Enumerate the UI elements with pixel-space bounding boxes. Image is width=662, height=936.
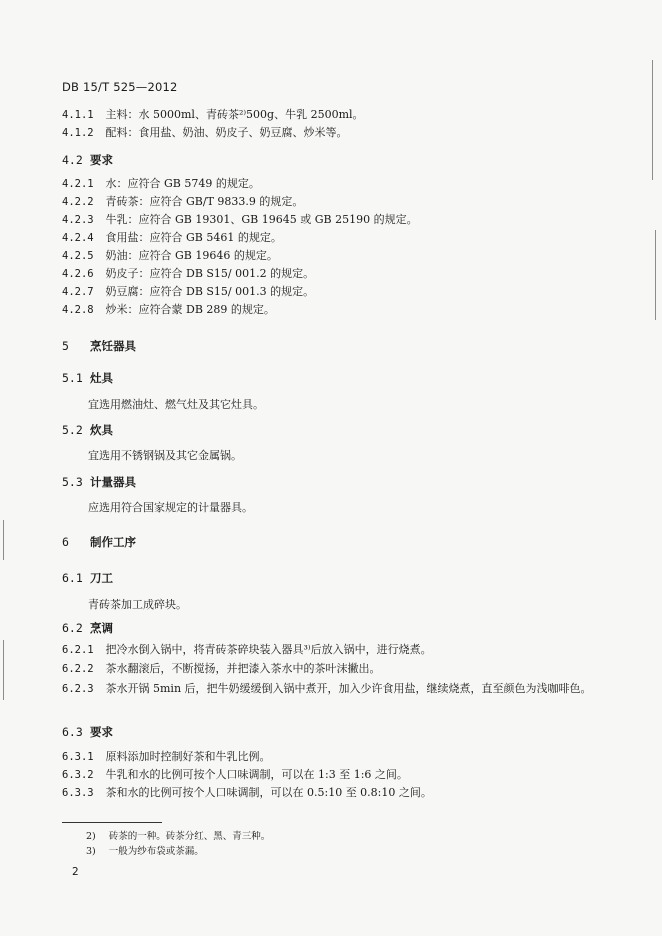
clause-4-2-6 — [62, 267, 314, 281]
clause-number: 4.2.8 — [62, 304, 94, 316]
section-6-3-heading — [62, 724, 113, 740]
section-5-2-text: 宜选用不锈钢锅及其它金属锅。 — [88, 449, 242, 462]
clause-text: 牛乳：应符合 GB 19301、GB 19645 或 GB 25190 的规定。 — [105, 213, 418, 226]
footnote-mark: 3) — [86, 846, 96, 857]
section-6-2-heading — [62, 620, 113, 636]
standard-code-header: DB 15/T 525—2012 — [62, 80, 178, 94]
section-5-3-heading — [62, 474, 136, 490]
footnote-2 — [86, 828, 270, 842]
section-5-2-heading — [62, 422, 113, 438]
section-number: 6.1 — [62, 571, 83, 585]
clause-4-2-7 — [62, 285, 314, 299]
scan-artifact — [3, 640, 4, 700]
clause-text: 原料添加时控制好茶和牛乳比例。 — [105, 750, 271, 763]
clause-text: 茶和水的比例可按个人口味调制，可以在 0.5:10 至 0.8:10 之间。 — [105, 786, 432, 799]
clause-text: 茶水开锅 5min 后，把牛奶缓缓倒入锅中煮开，加入少许食用盐，继续烧煮，直至颜色为浅咖啡色。 — [105, 682, 592, 695]
clause-number: 6.3.2 — [62, 769, 94, 781]
clause-4-1-1 — [62, 108, 364, 122]
section-number: 6 — [62, 535, 69, 549]
section-title: 要求 — [90, 725, 114, 739]
section-title: 要求 — [90, 153, 114, 167]
clause-6-3-3 — [62, 786, 432, 800]
clause-number: 6.2.1 — [62, 644, 94, 656]
clause-4-2-3 — [62, 213, 418, 227]
clause-number: 4.2.6 — [62, 268, 94, 280]
scan-artifact — [652, 60, 653, 180]
clause-number: 4.2.1 — [62, 178, 94, 190]
clause-number: 6.2.2 — [62, 663, 94, 675]
clause-text: 把冷水倒入锅中，将青砖茶碎块装入器具³⁾后放入锅中，进行烧煮。 — [105, 643, 432, 656]
clause-number: 4.2.5 — [62, 250, 94, 262]
section-title: 计量器具 — [90, 475, 137, 489]
footnote-text: 砖茶的一种。砖茶分红、黑、青三种。 — [108, 831, 271, 842]
footnote-separator — [62, 822, 162, 823]
clause-6-2-1 — [62, 643, 432, 657]
clause-number: 4.1.1 — [62, 109, 94, 121]
clause-number: 6.3.1 — [62, 751, 94, 763]
clause-text: 奶皮子：应符合 DB S15/ 001.2 的规定。 — [105, 267, 315, 280]
clause-number: 6.3.3 — [62, 787, 94, 799]
section-title: 刀工 — [90, 571, 114, 585]
clause-text: 茶水翻滚后，不断搅扬，并把漆入茶水中的茶叶沫撇出。 — [105, 662, 381, 675]
section-5-3-text: 应选用符合国家规定的计量器具。 — [88, 501, 253, 514]
scan-artifact — [3, 520, 4, 560]
clause-6-3-2 — [62, 768, 408, 782]
section-number: 6.3 — [62, 725, 83, 739]
clause-4-2-1 — [62, 177, 260, 191]
clause-text: 主料：水 5000ml、青砖茶²⁾500g、牛乳 2500ml。 — [105, 108, 364, 121]
clause-4-2-5 — [62, 249, 278, 263]
clause-6-3-1 — [62, 750, 271, 764]
section-number: 5.3 — [62, 475, 83, 489]
footnote-3 — [86, 843, 204, 857]
scan-artifact — [655, 230, 656, 320]
clause-text: 配料：食用盐、奶油、奶皮子、奶豆腐、炒米等。 — [105, 126, 348, 139]
clause-4-1-2 — [62, 126, 348, 140]
clause-text: 奶豆腐：应符合 DB S15/ 001.3 的规定。 — [105, 285, 315, 298]
clause-number: 4.2.3 — [62, 214, 94, 226]
footnote-mark: 2) — [86, 831, 96, 842]
clause-text: 食用盐：应符合 GB 5461 的规定。 — [105, 231, 282, 244]
clause-6-2-2 — [62, 662, 381, 676]
section-title: 灶具 — [90, 371, 114, 385]
section-number: 5.1 — [62, 371, 83, 385]
section-number: 5.2 — [62, 423, 83, 437]
section-title: 烹饪器具 — [90, 339, 137, 353]
section-title: 炊具 — [90, 423, 114, 437]
section-title: 制作工序 — [90, 535, 137, 549]
clause-number: 4.1.2 — [62, 127, 94, 139]
clause-4-2-2 — [62, 195, 303, 209]
clause-text: 炒米：应符合蒙 DB 289 的规定。 — [105, 303, 275, 316]
section-6-1-heading — [62, 570, 113, 586]
clause-4-2-8 — [62, 303, 275, 317]
section-number: 4.2 — [62, 153, 83, 167]
clause-text: 牛乳和水的比例可按个人口味调制，可以在 1:3 至 1:6 之间。 — [105, 768, 408, 781]
section-6-1-text: 青砖茶加工成碎块。 — [88, 598, 187, 611]
footnote-text: 一般为纱布袋或茶漏。 — [108, 846, 204, 857]
clause-number: 6.2.3 — [62, 683, 94, 695]
section-number: 6.2 — [62, 621, 83, 635]
chapter-6-heading — [62, 534, 136, 550]
clause-number: 4.2.2 — [62, 196, 94, 208]
chapter-5-heading — [62, 338, 136, 354]
section-number: 5 — [62, 339, 69, 353]
clause-text: 青砖茶：应符合 GB/T 9833.9 的规定。 — [105, 195, 304, 208]
page-number: 2 — [72, 866, 79, 878]
clause-6-2-3 — [62, 680, 622, 698]
section-4-2-heading — [62, 152, 113, 168]
section-5-1-heading — [62, 370, 113, 386]
clause-number: 4.2.4 — [62, 232, 94, 244]
clause-text: 水：应符合 GB 5749 的规定。 — [105, 177, 260, 190]
section-5-1-text: 宜选用燃油灶、燃气灶及其它灶具。 — [88, 398, 264, 411]
section-title: 烹调 — [90, 621, 114, 635]
clause-number: 4.2.7 — [62, 286, 94, 298]
clause-text: 奶油：应符合 GB 19646 的规定。 — [105, 249, 278, 262]
clause-4-2-4 — [62, 231, 282, 245]
